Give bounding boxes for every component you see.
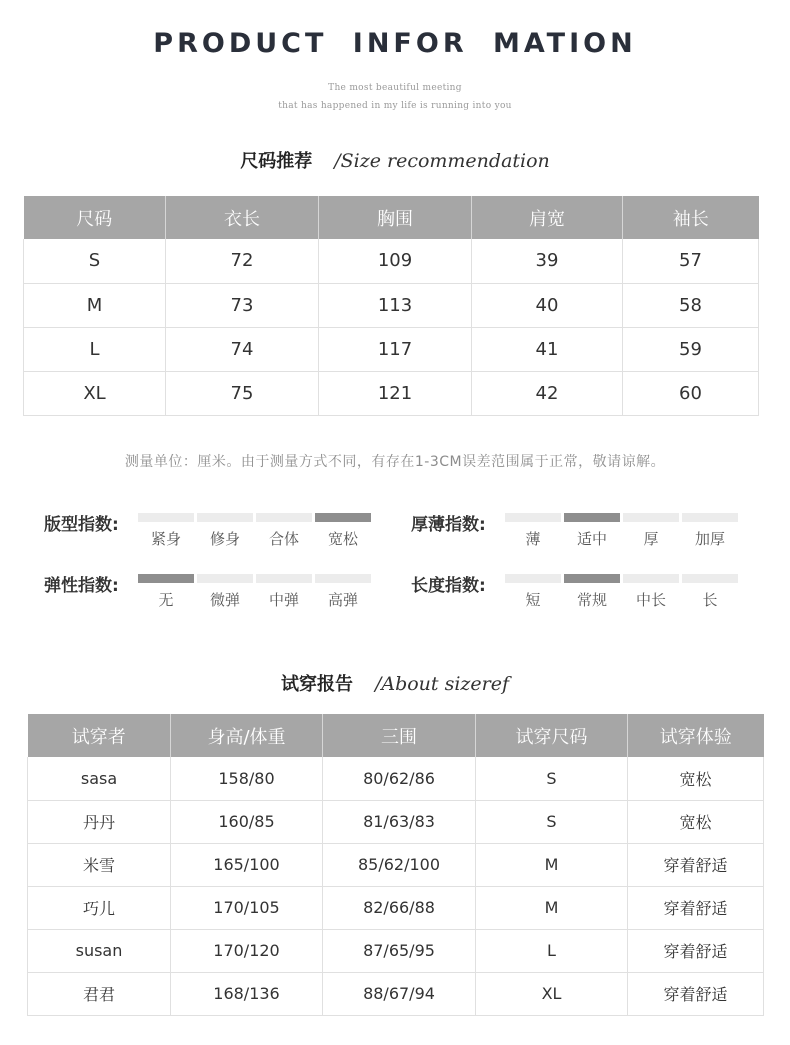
table-cell: 59 <box>623 327 759 371</box>
index-option-label: 紧身 <box>150 530 181 548</box>
tryon-table <box>27 714 764 1016</box>
index-bar <box>197 574 253 583</box>
index-option-label: 加厚 <box>694 530 725 548</box>
index-option-label: 合体 <box>268 530 299 548</box>
index-option-label: 长 <box>702 591 718 609</box>
table-row <box>28 972 764 1015</box>
index-option-label: 薄 <box>525 530 541 548</box>
index-bar <box>505 513 561 522</box>
index-bar <box>682 513 738 522</box>
table-row <box>24 371 759 415</box>
table-row <box>24 327 759 371</box>
index-bar-selected <box>564 574 620 583</box>
index-label: 长度指数: <box>411 576 486 596</box>
table-cell: XL <box>24 371 166 415</box>
index-option <box>682 574 738 610</box>
table-row <box>28 800 764 843</box>
index-scale <box>138 574 371 610</box>
table-cell: 170/120 <box>171 929 323 972</box>
index-option-label: 短 <box>525 591 541 609</box>
column-header: 试穿者 <box>28 714 171 757</box>
index-option-label: 微弹 <box>209 591 240 609</box>
column-header: 三围 <box>323 714 476 757</box>
table-cell: 60 <box>623 371 759 415</box>
page-title: PRODUCT INFOR MATION <box>153 28 637 59</box>
table-cell: 113 <box>319 283 472 327</box>
table-cell: L <box>476 929 628 972</box>
table-row <box>28 843 764 886</box>
index-bar <box>505 574 561 583</box>
index-option-label: 常规 <box>576 591 607 609</box>
index-scale <box>138 513 371 549</box>
table-cell: 75 <box>166 371 319 415</box>
index-option <box>256 513 312 549</box>
table-cell: M <box>476 886 628 929</box>
column-header: 身高/体重 <box>171 714 323 757</box>
index-bar <box>682 574 738 583</box>
index-option <box>623 574 679 610</box>
index-bar <box>315 574 371 583</box>
index-label: 厚薄指数: <box>411 515 486 535</box>
index-option <box>197 574 253 610</box>
table-cell: 穿着舒适 <box>628 929 764 972</box>
table-cell: 40 <box>472 283 623 327</box>
index-option-label: 宽松 <box>327 530 358 548</box>
size-section-heading <box>0 147 790 173</box>
table-cell: M <box>476 843 628 886</box>
table-cell: 82/66/88 <box>323 886 476 929</box>
index-bar <box>256 513 312 522</box>
table-cell: 88/67/94 <box>323 972 476 1015</box>
index-bar <box>623 513 679 522</box>
table-cell: 57 <box>623 239 759 283</box>
table-cell: 穿着舒适 <box>628 886 764 929</box>
table-cell: 74 <box>166 327 319 371</box>
index-option <box>197 513 253 549</box>
table-row <box>24 239 759 283</box>
index-bar-selected <box>564 513 620 522</box>
table-cell: 80/62/86 <box>323 757 476 800</box>
index-option-label: 适中 <box>576 530 607 548</box>
table-cell: L <box>24 327 166 371</box>
table-cell: 87/65/95 <box>323 929 476 972</box>
table-cell: 158/80 <box>171 757 323 800</box>
table-cell: 米雪 <box>28 843 171 886</box>
column-header: 袖长 <box>623 196 759 239</box>
table-cell: S <box>476 757 628 800</box>
tryon-table-header <box>28 714 764 757</box>
index-option-label: 中弹 <box>268 591 299 609</box>
table-cell: 165/100 <box>171 843 323 886</box>
table-cell: S <box>476 800 628 843</box>
table-cell: 宽松 <box>628 800 764 843</box>
column-header: 衣长 <box>166 196 319 239</box>
index-bar-selected <box>315 513 371 522</box>
tryon-section-title-cn: 试穿报告 <box>280 674 353 695</box>
index-bar <box>197 513 253 522</box>
table-cell: 117 <box>319 327 472 371</box>
tryon-section-heading <box>0 670 790 696</box>
table-cell: XL <box>476 972 628 1015</box>
table-cell: 121 <box>319 371 472 415</box>
column-header: 肩宽 <box>472 196 623 239</box>
table-cell: 109 <box>319 239 472 283</box>
table-cell: 168/136 <box>171 972 323 1015</box>
table-row <box>24 283 759 327</box>
index-option <box>682 513 738 549</box>
column-header: 试穿体验 <box>628 714 764 757</box>
table-cell: 73 <box>166 283 319 327</box>
index-option <box>623 513 679 549</box>
table-cell: sasa <box>28 757 171 800</box>
column-header: 胸围 <box>319 196 472 239</box>
index-option <box>138 574 194 610</box>
index-bar-selected <box>138 574 194 583</box>
tagline-line-2: that has happened in my life is running into you <box>278 101 512 111</box>
column-header: 尺码 <box>24 196 166 239</box>
index-bar <box>256 574 312 583</box>
table-cell: 39 <box>472 239 623 283</box>
index-bar <box>623 574 679 583</box>
table-cell: 42 <box>472 371 623 415</box>
tryon-section-title-en: /About sizeref <box>374 673 510 695</box>
table-cell: 41 <box>472 327 623 371</box>
column-header: 试穿尺码 <box>476 714 628 757</box>
table-cell: M <box>24 283 166 327</box>
table-cell: 穿着舒适 <box>628 972 764 1015</box>
table-cell: 170/105 <box>171 886 323 929</box>
index-scale <box>505 574 738 610</box>
index-label: 版型指数: <box>44 515 119 535</box>
table-cell: 穿着舒适 <box>628 843 764 886</box>
table-cell: 君君 <box>28 972 171 1015</box>
table-cell: 81/63/83 <box>323 800 476 843</box>
index-option <box>564 574 620 610</box>
size-section-title-cn: 尺码推荐 <box>240 151 313 172</box>
table-row <box>28 757 764 800</box>
measurement-note: 测量单位：厘米。由于测量方式不同，有存在1-3CM误差范围属于正常，敬请谅解。 <box>124 454 666 470</box>
table-cell: 巧儿 <box>28 886 171 929</box>
index-label: 弹性指数: <box>44 576 119 596</box>
tagline-line-1: The most beautiful meeting <box>328 83 462 93</box>
size-table <box>23 196 759 416</box>
index-option <box>505 513 561 549</box>
index-option <box>505 574 561 610</box>
table-cell: 85/62/100 <box>323 843 476 886</box>
index-option-label: 高弹 <box>327 591 358 609</box>
index-option-label: 修身 <box>209 530 240 548</box>
size-section-title-en: /Size recommendation <box>334 150 550 172</box>
table-cell: 72 <box>166 239 319 283</box>
table-cell: S <box>24 239 166 283</box>
index-option-label: 无 <box>158 591 174 609</box>
index-option <box>315 513 371 549</box>
index-scale <box>505 513 738 549</box>
table-cell: 160/85 <box>171 800 323 843</box>
table-cell: susan <box>28 929 171 972</box>
size-table-header <box>24 196 759 239</box>
index-bar <box>138 513 194 522</box>
table-cell: 58 <box>623 283 759 327</box>
index-option <box>138 513 194 549</box>
table-row <box>28 929 764 972</box>
index-option <box>315 574 371 610</box>
table-cell: 丹丹 <box>28 800 171 843</box>
table-cell: 宽松 <box>628 757 764 800</box>
table-row <box>28 886 764 929</box>
index-option <box>256 574 312 610</box>
index-option <box>564 513 620 549</box>
index-option-label: 中长 <box>635 591 666 609</box>
index-option-label: 厚 <box>643 530 659 548</box>
